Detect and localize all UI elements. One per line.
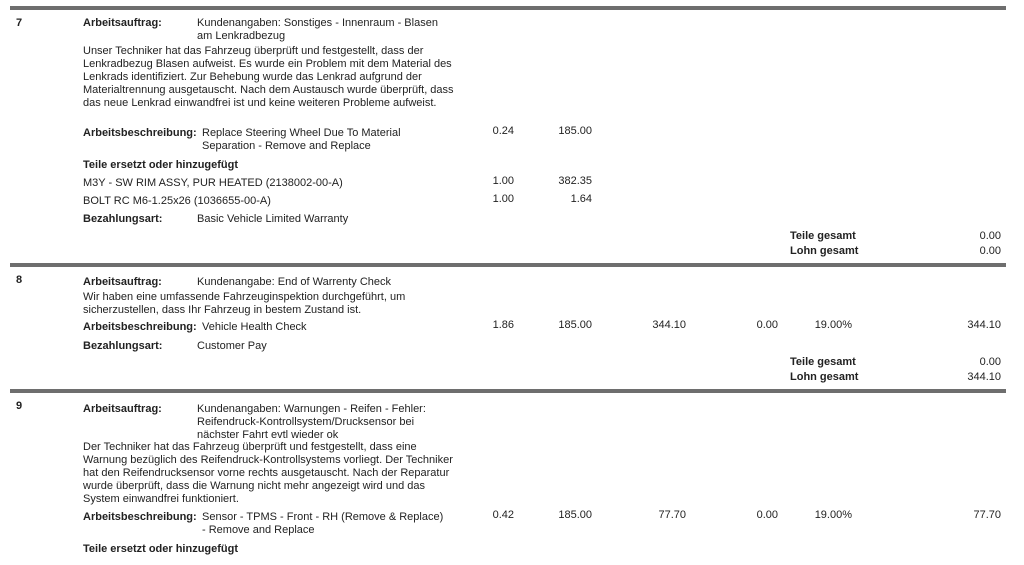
labor-hours: 1.86 xyxy=(492,319,514,331)
item-narrative: Unser Techniker hat das Fahrzeug überprüft und festgestellt, dass der Lenkradbezug Blasen aufweist. Es wurde ein Problem mit dem Material des Lenkrads identifiziert. Zur Behebung wurde das Lenkrad aufgrund der Materialtrennung ausgetauscht. Nach dem Austausch wurde überprüft, dass das neue Lenkrad einwandfrei ist und keine weiteren Probleme aufweist. xyxy=(83,45,454,109)
labor-rate: 185.00 xyxy=(558,509,592,521)
item-number: 9 xyxy=(16,400,23,412)
part-qty: 1.00 xyxy=(492,175,514,187)
labor-total-value: 0.00 xyxy=(979,245,1001,257)
payment-label: Bezahlungsart: xyxy=(83,340,163,352)
labor-hours: 0.24 xyxy=(492,125,514,137)
description-line: Replace Steering Wheel Due To Material xyxy=(202,127,401,139)
line-total: 344.10 xyxy=(967,319,1001,331)
section-divider xyxy=(10,263,1006,267)
labor-rate: 185.00 xyxy=(558,319,592,331)
description-label: Arbeitsbeschreibung: xyxy=(83,511,197,523)
line-discount: 0.00 xyxy=(756,319,778,331)
item-narrative: Wir haben eine umfassende Fahrzeuginspektion durchgeführt, um sicherzustellen, dass Ihr Fahrzeug in bestem Zustand ist. xyxy=(83,291,406,316)
order-line: Kundenangaben: Warnungen - Reifen - Fehler: xyxy=(197,403,426,415)
order-label: Arbeitsauftrag: xyxy=(83,403,162,415)
order-line: Reifendruck-Kontrollsystem/Drucksensor bei xyxy=(197,416,415,428)
parts-total-value: 0.00 xyxy=(979,356,1001,368)
payment-type: Basic Vehicle Limited Warranty xyxy=(197,213,349,225)
order-line: nächster Fahrt evtl wieder ok xyxy=(197,429,339,441)
description-label: Arbeitsbeschreibung: xyxy=(83,127,197,139)
order-line: Kundenangabe: End of Warrenty Check xyxy=(197,276,392,288)
order-label: Arbeitsauftrag: xyxy=(83,17,162,29)
part-price: 1.64 xyxy=(570,193,592,205)
line-discount: 0.00 xyxy=(756,509,778,521)
line-tax-rate: 19.00% xyxy=(814,509,852,521)
parts-total-label: Teile gesamt xyxy=(790,356,856,368)
order-label: Arbeitsauftrag: xyxy=(83,276,162,288)
parts-total-label: Teile gesamt xyxy=(790,230,856,242)
part-name: BOLT RC M6-1.25x26 (1036655-00-A) xyxy=(83,195,271,207)
description-line: - Remove and Replace xyxy=(202,524,315,536)
parts-header: Teile ersetzt oder hinzugefügt xyxy=(83,159,239,171)
description-label: Arbeitsbeschreibung: xyxy=(83,321,197,333)
section-divider xyxy=(10,6,1006,10)
labor-total-value: 344.10 xyxy=(967,371,1001,383)
item-number: 7 xyxy=(16,17,23,29)
labor-total-label: Lohn gesamt xyxy=(790,245,859,257)
description-line: Separation - Remove and Replace xyxy=(202,140,371,152)
description-line: Vehicle Health Check xyxy=(202,321,307,333)
item-narrative: Der Techniker hat das Fahrzeug überprüft und festgestellt, dass eine Warnung bezüglich des Reifendruck-Kontrollsystems vorliegt. Der Techniker hat den Reifendrucksensor vorne rechts ausgetauscht. Nach der Reparatur wurde überprüft, dass die Warnung nicht mehr angezeigt wird und das System einwandfrei funktioniert. xyxy=(83,441,453,505)
labor-rate: 185.00 xyxy=(558,125,592,137)
section-divider xyxy=(10,389,1006,393)
item-number: 8 xyxy=(16,274,23,286)
part-price: 382.35 xyxy=(558,175,592,187)
order-line: am Lenkradbezug xyxy=(197,30,286,42)
labor-hours: 0.42 xyxy=(492,509,514,521)
payment-label: Bezahlungsart: xyxy=(83,213,163,225)
line-amount: 344.10 xyxy=(652,319,686,331)
order-line: Kundenangaben: Sonstiges - Innenraum - Blasen xyxy=(197,17,438,29)
parts-header: Teile ersetzt oder hinzugefügt xyxy=(83,543,239,555)
line-tax-rate: 19.00% xyxy=(814,319,852,331)
line-amount: 77.70 xyxy=(658,509,686,521)
description-line: Sensor - TPMS - Front - RH (Remove & Replace) xyxy=(202,511,444,523)
line-total: 77.70 xyxy=(973,509,1001,521)
labor-total-label: Lohn gesamt xyxy=(790,371,859,383)
part-qty: 1.00 xyxy=(492,193,514,205)
payment-type: Customer Pay xyxy=(197,340,267,352)
part-name: M3Y - SW RIM ASSY, PUR HEATED (2138002-00-A) xyxy=(83,177,343,189)
parts-total-value: 0.00 xyxy=(979,230,1001,242)
